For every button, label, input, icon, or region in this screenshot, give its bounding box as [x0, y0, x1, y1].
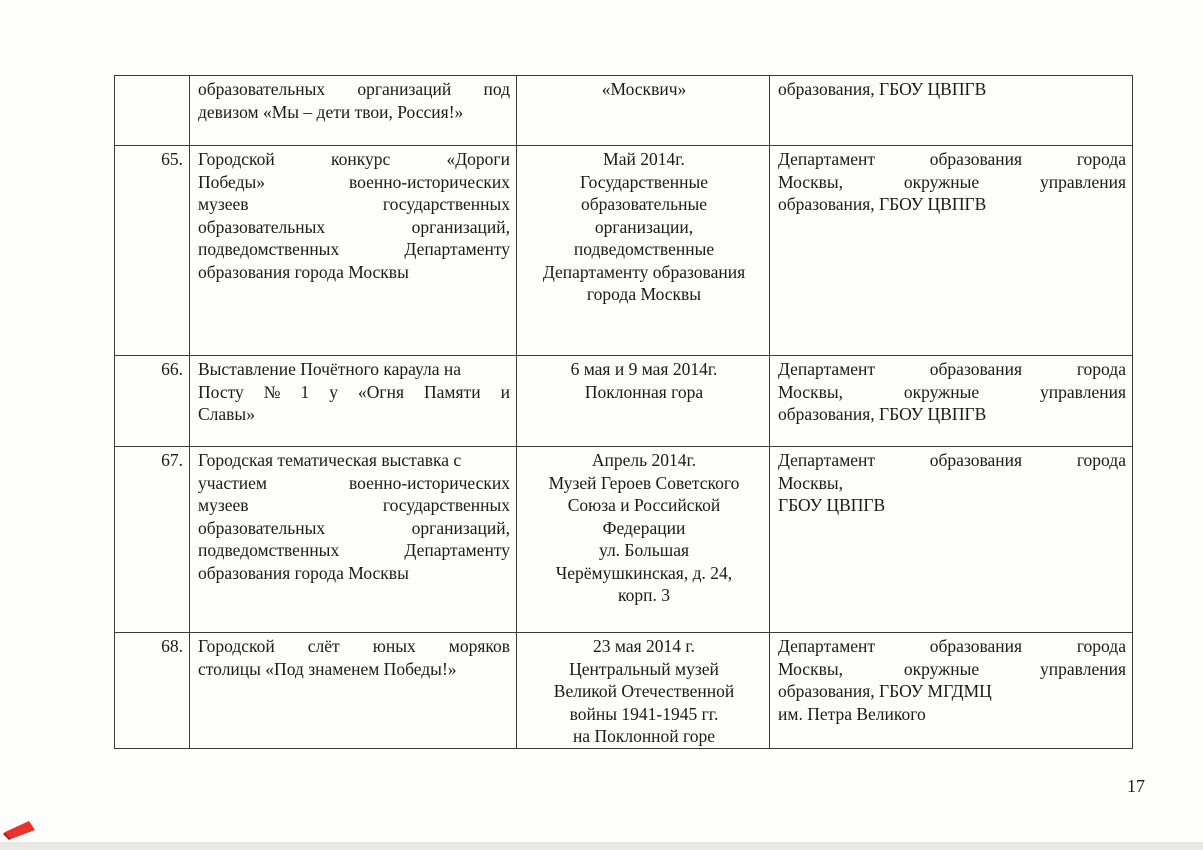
text-line: Славы»: [198, 404, 255, 424]
text-line: [778, 171, 1126, 194]
text-word: государственных: [382, 194, 510, 214]
text-word: образования: [929, 636, 1023, 656]
text-word: музеев: [198, 495, 249, 515]
events-table: [114, 75, 1133, 749]
responsible-cell: [770, 356, 1133, 447]
text-word: конкурс: [330, 149, 391, 169]
text-word: «Дороги: [446, 149, 510, 169]
text-word: образования: [929, 359, 1023, 379]
text-line: Май 2014г.: [603, 149, 685, 169]
text-line: образовательные: [580, 194, 708, 214]
row-number: 67.: [115, 447, 190, 633]
text-word: моряков: [448, 636, 510, 656]
text-line: [778, 381, 1126, 404]
text-word: Департамент: [778, 636, 876, 656]
text-line: [778, 358, 1126, 381]
row-number: 66.: [115, 356, 190, 447]
text-word: 1: [300, 381, 310, 402]
text-word: №: [263, 381, 281, 402]
text-line: столицы «Под знаменем Победы!»: [198, 658, 457, 679]
row-number: [115, 76, 190, 146]
table-row: [115, 447, 1133, 633]
responsible-cell: [770, 447, 1133, 633]
text-word: Москвы,: [778, 381, 843, 402]
table-row: [115, 76, 1133, 146]
text-word: участием: [198, 472, 267, 493]
text-line: Федерации: [602, 517, 686, 538]
text-line: девизом «Мы – дети твои, Россия!»: [198, 101, 464, 122]
text-line: ГБОУ ЦВПГВ: [778, 495, 886, 515]
table-row: [115, 633, 1133, 749]
responsible-cell: [770, 146, 1133, 356]
text-line: [198, 171, 510, 194]
text-line: [198, 539, 510, 562]
text-word: Департаменту: [404, 540, 510, 560]
date-place-cell: [517, 356, 770, 447]
text-word: государственных: [382, 495, 510, 515]
text-line: им. Петра Великого: [778, 703, 926, 724]
text-word: организаций,: [411, 517, 510, 538]
text-word: подведомственных: [198, 540, 340, 560]
text-word: образовательных: [198, 216, 326, 237]
row-number: 65.: [115, 146, 190, 356]
date-place-cell: [517, 447, 770, 633]
text-word: города: [1076, 149, 1126, 169]
text-word: управления: [1040, 658, 1126, 679]
text-word: Москвы,: [778, 658, 843, 679]
text-word: юных: [372, 636, 416, 656]
text-line: Союза и Российской: [567, 495, 721, 515]
text-word: Москвы,: [778, 171, 843, 192]
text-word: образования: [929, 450, 1023, 470]
text-word: окружные: [903, 171, 980, 192]
text-line: образования города Москвы: [198, 261, 409, 282]
text-line: Городская тематическая выставка с: [198, 450, 462, 470]
text-line: [198, 494, 510, 517]
text-line: Апрель 2014г.: [591, 450, 697, 470]
scan-bottom-edge: [0, 842, 1203, 850]
text-word: Департамент: [778, 450, 876, 470]
table-body: [115, 76, 1133, 749]
text-line: образования, ГБОУ ЦВПГВ: [778, 194, 987, 214]
publisher-logo-icon: [3, 818, 37, 840]
text-word: под: [483, 79, 510, 99]
text-line: [778, 148, 1126, 171]
text-word: слёт: [307, 636, 340, 656]
text-word: организаций: [357, 79, 452, 99]
text-word: «Огня: [358, 381, 405, 402]
table-row: [115, 356, 1133, 447]
table-row: [115, 146, 1133, 356]
text-word: окружные: [903, 658, 980, 679]
text-line: Великой Отечественной: [553, 681, 735, 701]
event-cell: [190, 146, 517, 356]
text-word: Департамент: [778, 149, 876, 169]
text-line: войны 1941-1945 гг.: [569, 703, 719, 724]
text-word: организаций,: [411, 216, 510, 237]
text-line: Поклонная гора: [584, 381, 704, 402]
text-line: 23 мая 2014 г.: [593, 636, 695, 656]
date-place-cell: [517, 76, 770, 146]
text-word: управления: [1040, 381, 1126, 402]
text-line: Департаменту образования: [542, 261, 746, 282]
text-line: [198, 472, 510, 495]
text-word: Городской: [198, 149, 275, 169]
text-word: военно-исторических: [349, 171, 510, 192]
text-word: у: [329, 381, 339, 402]
text-line: [778, 635, 1126, 658]
row-number: 68.: [115, 633, 190, 749]
text-line: «Москвич»: [601, 79, 687, 99]
text-line: образования, ГБОУ МГДМЦ: [778, 681, 992, 701]
text-word: музеев: [198, 194, 249, 214]
text-word: Победы»: [198, 171, 266, 192]
text-line: [198, 216, 510, 239]
text-line: Черёмушкинская, д. 24,: [555, 562, 733, 583]
text-line: города Москвы: [586, 284, 702, 304]
text-line: Музей Героев Советского: [548, 472, 740, 493]
date-place-cell: [517, 146, 770, 356]
event-cell: [190, 76, 517, 146]
text-line: Москвы,: [778, 472, 843, 493]
text-line: [198, 635, 510, 658]
text-line: [198, 193, 510, 216]
text-word: образования: [929, 149, 1023, 169]
text-line: Выставление Почётного караула на: [198, 359, 461, 379]
text-line: Государственные: [580, 171, 708, 192]
text-line: корп. 3: [618, 585, 670, 605]
text-line: [198, 381, 510, 404]
text-word: города: [1076, 359, 1126, 379]
text-line: 6 мая и 9 мая 2014г.: [570, 359, 718, 379]
text-word: Городской: [198, 636, 275, 656]
text-word: города: [1076, 450, 1126, 470]
responsible-cell: [770, 633, 1133, 749]
text-line: образования города Москвы: [198, 562, 409, 583]
text-word: управления: [1040, 171, 1126, 192]
text-line: Центральный музей: [569, 658, 719, 679]
text-line: на Поклонной горе: [572, 726, 716, 746]
date-place-cell: [517, 633, 770, 749]
text-word: окружные: [903, 381, 980, 402]
text-line: образования, ГБОУ ЦВПГВ: [778, 404, 987, 424]
text-word: военно-исторических: [349, 472, 510, 493]
text-word: Департамент: [778, 359, 876, 379]
text-line: подведомственные: [573, 239, 715, 259]
text-line: [778, 449, 1126, 472]
event-cell: [190, 356, 517, 447]
text-line: [198, 78, 510, 101]
text-word: образовательных: [198, 79, 326, 99]
event-cell: [190, 633, 517, 749]
text-word: Памяти: [424, 381, 481, 402]
text-word: образовательных: [198, 517, 326, 538]
event-cell: [190, 447, 517, 633]
text-word: и: [500, 381, 510, 402]
text-line: [198, 148, 510, 171]
text-word: Посту: [198, 381, 244, 402]
text-word: подведомственных: [198, 239, 340, 259]
text-word: Департаменту: [404, 239, 510, 259]
page-number: 17: [1127, 776, 1145, 796]
text-line: организации,: [594, 216, 694, 237]
text-word: города: [1076, 636, 1126, 656]
text-line: образования, ГБОУ ЦВПГВ: [778, 79, 987, 99]
responsible-cell: [770, 76, 1133, 146]
text-line: [198, 238, 510, 261]
text-line: ул. Большая: [598, 540, 690, 560]
text-line: [778, 658, 1126, 681]
text-line: [198, 517, 510, 540]
